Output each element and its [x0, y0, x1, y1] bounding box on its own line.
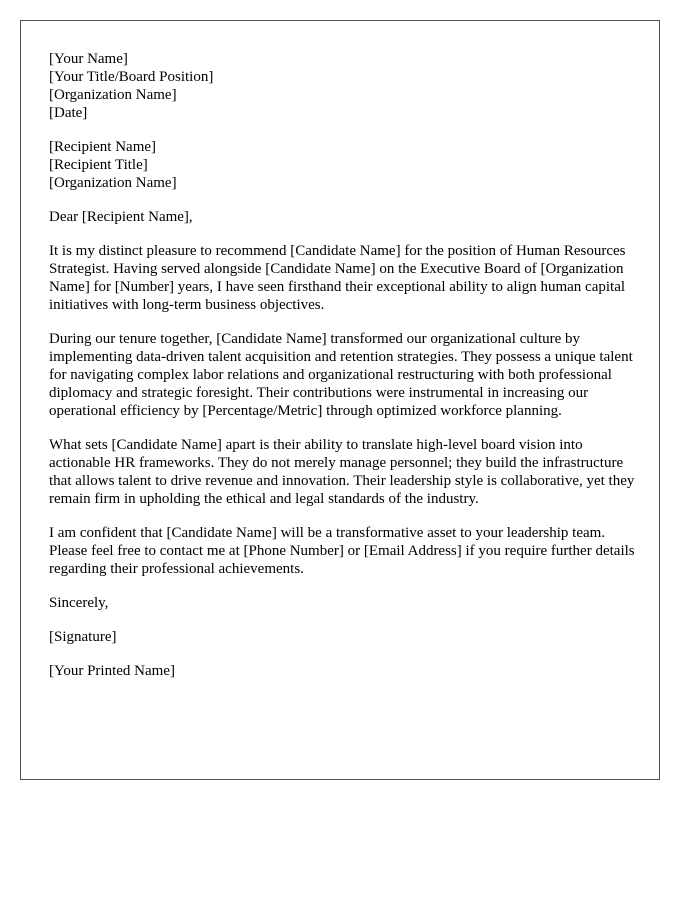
letter-page [20, 20, 660, 780]
recipient-title: [Recipient Title] [49, 157, 148, 173]
sender-name: [Your Name] [49, 51, 128, 67]
salutation: Dear [Recipient Name], [49, 209, 193, 225]
body-paragraph-1: It is my distinct pleasure to recommend [Candidate Name] for the position of Human Resources Strategist. Having served alongside [Candidate Name] on the Executive Board of [Organization Name] for [Number] years, I have seen firsthand their exceptional ability to align human capital initiatives with long-term business objectives. [49, 243, 626, 313]
recipient-name: [Recipient Name] [49, 139, 157, 155]
valediction: Sincerely, [49, 595, 109, 611]
letter-date: [Date] [49, 105, 88, 121]
letter-content [49, 50, 639, 696]
sender-title: [Your Title/Board Position] [49, 69, 214, 85]
body-paragraph-3: What sets [Candidate Name] apart is their ability to translate high-level board vision into actionable HR frameworks. They do not merely manage personnel; they build the infrastructure that allows talent to drive revenue and innovation. Their leadership style is collaborative, yet they remain firm in upholding the ethical and legal standards of the industry. [49, 437, 635, 507]
printed-name: [Your Printed Name] [49, 663, 175, 679]
signature: [Signature] [49, 629, 117, 645]
recipient-organization: [Organization Name] [49, 175, 177, 191]
sender-organization: [Organization Name] [49, 87, 177, 103]
sender-block [49, 50, 639, 122]
recipient-block [49, 138, 639, 192]
body-paragraph-4: I am confident that [Candidate Name] will be a transformative asset to your leadership team. Please feel free to contact me at [Phone Number] or [Email Address] if you require further details regarding their professional achievements. [49, 525, 635, 577]
body-paragraph-2: During our tenure together, [Candidate Name] transformed our organizational culture by implementing data-driven talent acquisition and retention strategies. They possess a unique talent for navigating complex labor relations and organizational restructuring with both professional diplomacy and strategic foresight. Their contributions were instrumental in increasing our operational efficiency by [Percentage/Metric] through optimized workforce planning. [49, 331, 633, 419]
